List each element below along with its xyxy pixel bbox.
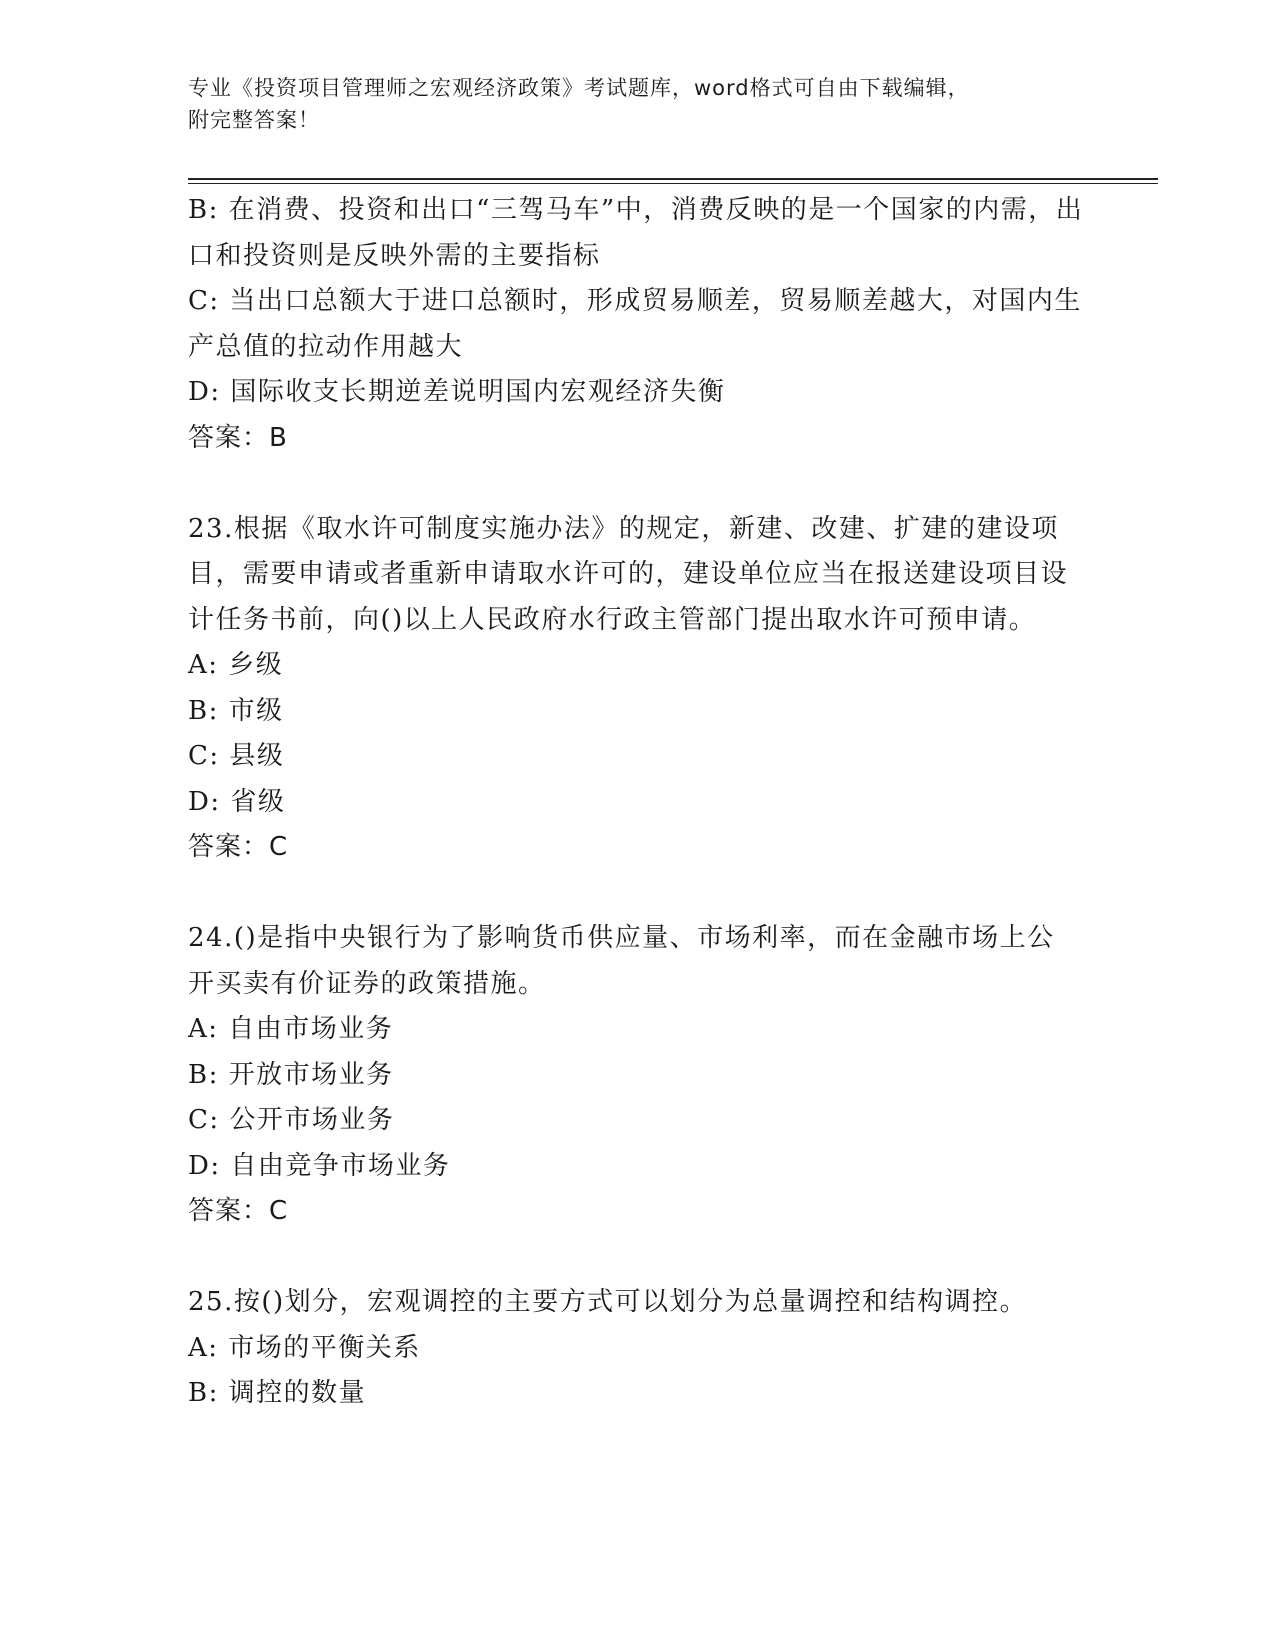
answer: 答案：B bbox=[188, 422, 288, 453]
spacer bbox=[188, 1235, 1088, 1281]
header-line-1: 专业《投资项目管理师之宏观经济政策》考试题库，word格式可自由下载编辑， bbox=[188, 76, 970, 100]
option-a: A: 自由市场业务 bbox=[188, 1014, 394, 1044]
question-text: 23.根据《取水许可制度实施办法》的规定，新建、改建、扩建的建设项目，需要申请或者重新申请取水许可的，建设单位应当在报送建设项目设计任务书前，向()以上人民政府水行政主管部门提出取水许可预申请。 bbox=[188, 513, 1069, 635]
answer: 答案：C bbox=[188, 1196, 289, 1226]
document-header bbox=[188, 72, 1088, 136]
question-text: 24.()是指中央银行为了影响货币供应量、市场利率，而在金融市场上公开买卖有价证券的政策措施。 bbox=[188, 923, 1055, 999]
question-25 bbox=[188, 1280, 1088, 1417]
document-body bbox=[188, 188, 1088, 1417]
option-c: C: 县级 bbox=[188, 741, 285, 771]
option-b: B: 调控的数量 bbox=[188, 1378, 367, 1408]
spacer bbox=[188, 461, 1088, 507]
option-b: B: 在消费、投资和出口“三驾马车”中，消费反映的是一个国家的内需，出口和投资则是反映外需的主要指标 bbox=[188, 195, 1084, 271]
option-a: A: 乡级 bbox=[188, 650, 284, 680]
option-a: A: 市场的平衡关系 bbox=[188, 1332, 421, 1363]
option-c: C: 公开市场业务 bbox=[188, 1105, 395, 1135]
answer: 答案：C bbox=[188, 832, 289, 862]
question-24 bbox=[188, 916, 1088, 1235]
option-b: B: 开放市场业务 bbox=[188, 1059, 394, 1090]
question-text: 25.按()划分，宏观调控的主要方式可以划分为总量调控和结构调控。 bbox=[188, 1287, 1028, 1317]
question-23 bbox=[188, 507, 1088, 871]
spacer bbox=[188, 871, 1088, 917]
option-d: D: 国际收支长期逆差说明国内宏观经济失衡 bbox=[188, 377, 726, 407]
header-line-2: 附完整答案！ bbox=[188, 108, 320, 132]
header-divider-thin bbox=[188, 183, 1158, 184]
option-c: C: 当出口总额大于进口总额时，形成贸易顺差，贸易顺差越大，对国内生产总值的拉动作用越大 bbox=[188, 286, 1082, 362]
question-22-continued bbox=[188, 188, 1088, 461]
option-b: B: 市级 bbox=[188, 695, 284, 726]
header-divider-thick bbox=[188, 178, 1158, 180]
option-d: D: 省级 bbox=[188, 786, 286, 817]
option-d: D: 自由竞争市场业务 bbox=[188, 1150, 451, 1181]
